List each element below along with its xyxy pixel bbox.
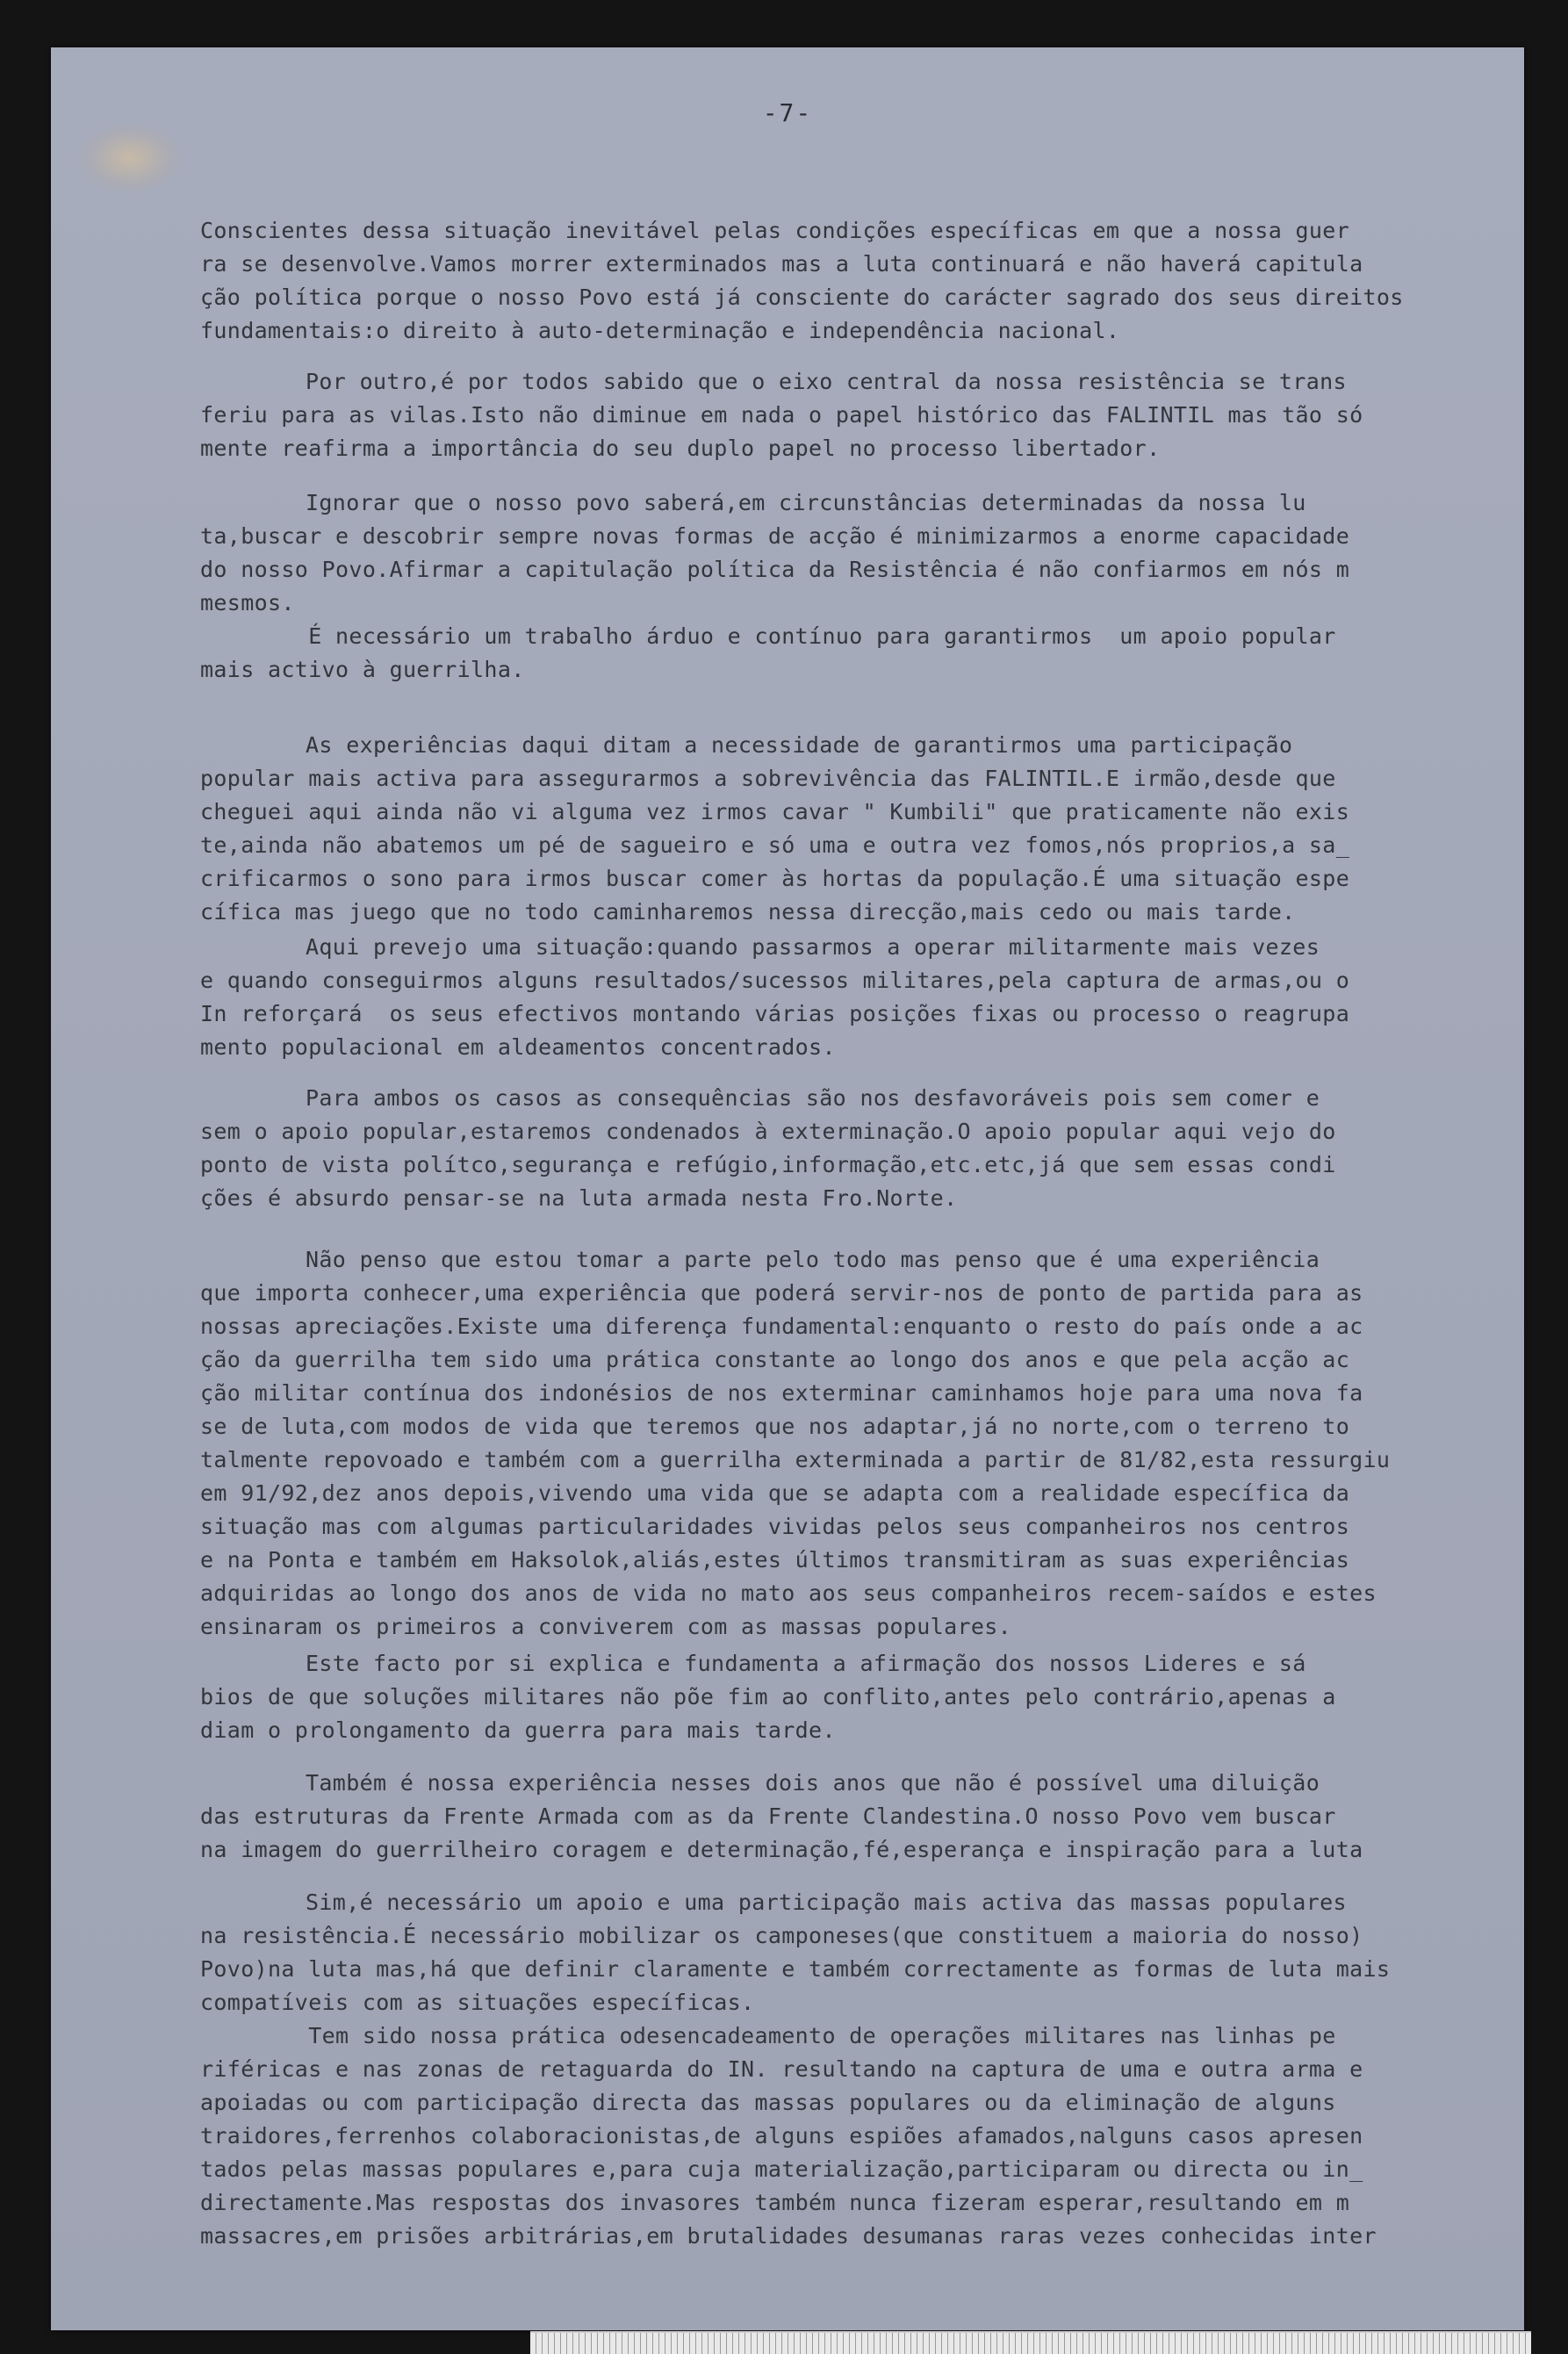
- text-line: mesmos.: [200, 590, 295, 615]
- text-line: Tem sido nossa prática odesencadeamento de operações militares nas linhas pe: [200, 2023, 1336, 2048]
- text-line: ra se desenvolve.Vamos morrer exterminados mas a luta continuará e não haverá capitula: [200, 251, 1363, 277]
- text-line: te,ainda não abatemos um pé de sagueiro e só uma e outra vez fomos,nós proprios,a sa_: [200, 832, 1350, 858]
- text-line: traidores,ferrenhos colaboracionistas,de alguns espiões afamados,nalguns casos apresen: [200, 2123, 1363, 2149]
- text-line: ções é absurdo pensar-se na luta armada nesta Fro.Norte.: [200, 1185, 958, 1211]
- text-line: tados pelas massas populares e,para cuja materialização,participaram ou directa ou in_: [200, 2156, 1363, 2182]
- text-line: É necessário um trabalho árduo e contínuo para garantirmos um apoio popular: [200, 623, 1336, 649]
- text-line: diam o prolongamento da guerra para mais tarde.: [200, 1717, 836, 1743]
- text-line: Por outro,é por todos sabido que o eixo central da nossa resistência se trans: [306, 369, 1347, 394]
- text-line: na resistência.É necessário mobilizar os camponeses(que constituem a maioria do nosso): [200, 1923, 1363, 1948]
- text-line: na imagem do guerrilheiro coragem e determinação,fé,esperança e inspiração para a luta: [200, 1837, 1363, 1862]
- text-line: nossas apreciações.Existe uma diferença fundamental:enquanto o resto do país onde a ac: [200, 1314, 1363, 1339]
- text-line: Conscientes dessa situação inevitável pelas condições específicas em que a nossa guer: [200, 218, 1350, 243]
- text-line: e quando conseguirmos alguns resultados/sucessos militares,pela captura de armas,ou o: [200, 968, 1350, 993]
- text-line: cífica mas juego que no todo caminharemos nessa direcção,mais cedo ou mais tarde.: [200, 899, 1296, 925]
- text-line: talmente repovoado e também com a guerrilha exterminada a partir de 81/82,esta ressurgiu: [200, 1447, 1391, 1472]
- text-line: Não penso que estou tomar a parte pelo todo mas penso que é uma experiência: [306, 1247, 1320, 1272]
- text-line: mais activo à guerrilha.: [200, 657, 525, 682]
- text-line: massacres,em prisões arbitrárias,em brutalidades desumanas raras vezes conhecidas inter: [200, 2223, 1377, 2249]
- paragraph: [200, 1082, 1526, 1215]
- text-line: compatíveis com as situações específicas.: [200, 1990, 755, 2015]
- text-line: directamente.Mas respostas dos invasores também nunca fizeram esperar,resultando em m: [200, 2190, 1350, 2215]
- text-line: Este facto por si explica e fundamenta a afirmação dos nossos Lideres e sá: [306, 1651, 1306, 1676]
- text-line: situação mas com algumas particularidades vividas pelos seus companheiros nos centros: [200, 1514, 1350, 1539]
- text-line: ção militar contínua dos indonésios de nos exterminar caminhamos hoje para uma nova fa: [200, 1380, 1363, 1406]
- text-line: em 91/92,dez anos depois,vivendo uma vida que se adapta com a realidade específica da: [200, 1480, 1350, 1506]
- scale-ruler: [530, 2331, 1531, 2354]
- text-line: se de luta,com modos de vida que teremos que nos adaptar,já no norte,com o terreno to: [200, 1414, 1350, 1439]
- text-line: crificarmos o sono para irmos buscar comer às hortas da população.É uma situação espe: [200, 866, 1350, 891]
- text-line: riféricas e nas zonas de retaguarda do IN. resultando na captura de uma e outra arma e: [200, 2056, 1363, 2082]
- text-line: que importa conhecer,uma experiência que poderá servir-nos de ponto de partida para as: [200, 1280, 1363, 1306]
- document-page: [51, 47, 1524, 2330]
- text-line: mente reafirma a importância do seu duplo papel no processo libertador.: [200, 436, 1161, 461]
- page-number: -7-: [762, 98, 813, 127]
- text-line: Ignorar que o nosso povo saberá,em circunstâncias determinadas da nossa lu: [306, 490, 1306, 515]
- paragraph: [200, 729, 1526, 929]
- text-line: Sim,é necessário um apoio e uma participação mais activa das massas populares: [306, 1890, 1347, 1915]
- text-line: do nosso Povo.Afirmar a capitulação política da Resistência é não confiarmos em nós m: [200, 557, 1350, 582]
- text-line: das estruturas da Frente Armada com as da Frente Clandestina.O nosso Povo vem buscar: [200, 1803, 1336, 1829]
- text-line: ção da guerrilha tem sido uma prática constante ao longo dos anos e que pela acção ac: [200, 1347, 1350, 1372]
- text-line: ta,buscar e descobrir sempre novas formas de acção é minimizarmos a enorme capacidade: [200, 523, 1350, 549]
- paragraph: [200, 1243, 1526, 1644]
- text-line: e na Ponta e também em Haksolok,aliás,estes últimos transmitiram as suas experiências: [200, 1547, 1350, 1573]
- paper-stain: [77, 123, 183, 193]
- paragraph: [200, 486, 1526, 687]
- text-line: ponto de vista polítco,segurança e refúgio,informação,etc.etc,já que sem essas condi: [200, 1152, 1336, 1177]
- text-line: ção política porque o nosso Povo está já consciente do carácter sagrado dos seus direitos: [200, 284, 1404, 310]
- text-line: In reforçará os seus efectivos montando várias posições fixas ou processo o reagrupa: [200, 1001, 1350, 1026]
- text-line: apoiadas ou com participação directa das massas populares ou da eliminação de alguns: [200, 2090, 1336, 2115]
- text-line: mento populacional em aldeamentos concentrados.: [200, 1034, 836, 1060]
- paragraph: [200, 1647, 1526, 1747]
- text-line: ensinaram os primeiros a conviverem com as massas populares.: [200, 1614, 1012, 1639]
- text-line: sem o apoio popular,estaremos condenados à exterminação.O apoio popular aqui vejo do: [200, 1119, 1336, 1144]
- text-line: feriu para as vilas.Isto não diminue em nada o papel histórico das FALINTIL mas tão só: [200, 402, 1363, 428]
- paragraph: [200, 1886, 1526, 2253]
- text-line: As experiências daqui ditam a necessidade de garantirmos uma participação: [306, 732, 1293, 758]
- text-line: fundamentais:o direito à auto-determinação e independência nacional.: [200, 318, 1120, 343]
- text-line: Aqui prevejo uma situação:quando passarmos a operar militarmente mais vezes: [306, 934, 1320, 960]
- text-line: Para ambos os casos as consequências são nos desfavoráveis pois sem comer e: [306, 1085, 1320, 1111]
- paragraph: [200, 365, 1526, 465]
- text-line: Povo)na luta mas,há que definir claramente e também correctamente as formas de luta mais: [200, 1956, 1391, 1982]
- text-line: Também é nossa experiência nesses dois anos que não é possível uma diluição: [306, 1770, 1320, 1796]
- text-line: bios de que soluções militares não põe fim ao conflito,antes pelo contrário,apenas a: [200, 1684, 1336, 1710]
- text-line: adquiridas ao longo dos anos de vida no mato aos seus companheiros recem-saídos e estes: [200, 1580, 1377, 1606]
- paragraph: [200, 931, 1526, 1064]
- paragraph: [200, 1767, 1526, 1867]
- text-line: cheguei aqui ainda não vi alguma vez irmos cavar " Kumbili" que praticamente não exis: [200, 799, 1350, 824]
- text-line: popular mais activa para assegurarmos a sobrevivência das FALINTIL.E irmão,desde que: [200, 766, 1336, 791]
- paragraph: [200, 214, 1526, 348]
